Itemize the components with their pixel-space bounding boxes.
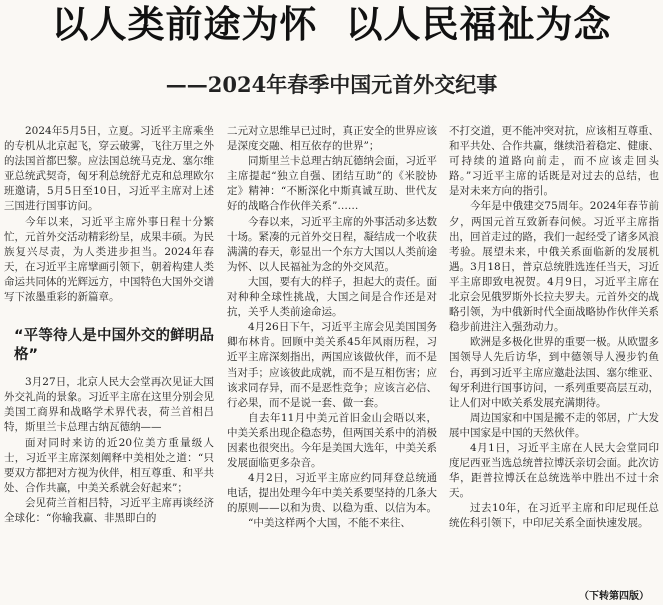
article-column-2 (227, 124, 437, 605)
paragraph: 不打交道，更不能冲突对抗，应该相互尊重、和平共处、合作共赢，继续沿着稳定、健康、可持续的道路向前走，而不应该走回头路。”习近平主席的话既是对过去的总结，也是对未来方向的指引。 (449, 125, 659, 198)
paragraph: 今年以来，习近平主席外事日程十分繁忙，元首外交活动精彩纷呈，成果丰硕。为民族复兴尽责，为人类进步担当。2024年春天，在习近平主席擘画引领下，朝着构建人类命运共同体的光辉远方，中国特色大国外交谱写下浓墨重彩的新篇章。 (4, 215, 214, 304)
headline-part1: 以人类前途为怀 (51, 3, 318, 46)
paragraph: 过去10年，在习近平主席和印尼现任总统佐科引领下，中印尼关系全面快速发展。 (449, 502, 659, 530)
paragraph: 二元对立思维早已过时，真正安全的世界应该是深度交融、相互依存的世界”； (227, 125, 437, 153)
paragraph: 面对同时来访的近20位美方重量级人士，习近平主席深刻阐释中美相处之道：“只要双方都把对方视为伙伴，相互尊重、和平共处、合作共赢，中美关系就会好起来”； (4, 436, 214, 494)
article-column-3 (449, 124, 659, 605)
paragraph: 今春以来，习近平主席的外事活动多达数十场。紧凑的元首外交日程，凝结成一个收获满满的春天，彰显出一个东方大国以人类前途为怀、以人民福祉为念的外交风范。 (227, 215, 437, 273)
paragraph: 会见荷兰首相吕特，习近平主席再谈经济全球化：“你输我赢、非黑即白的 (4, 496, 214, 524)
headline (0, 2, 663, 50)
paragraph: 同斯里兰卡总理古纳瓦德纳会面，习近平主席提起“独立自强、团结互助”的《米胶协定》精神：“不断深化中斯真诚互助、世代友好的战略合作伙伴关系”…… (227, 155, 437, 213)
paragraph: “中美这样两个大国，不能不来往、 (248, 517, 411, 530)
subhead: ——2024年春季中国元首外交纪事 (165, 72, 498, 97)
paragraph: 2024年5月5日，立夏。习近平主席乘坐的专机从北京起飞，穿云破雾，飞往万里之外的法国首都巴黎。应法国总统马克龙、塞尔维亚总统武契奇，匈牙利总统舒尤克和总理欧尔班邀请，5月5日至10日，习近平主席对上述三国进行国事访问。 (4, 125, 214, 213)
paragraph: 周边国家和中国是搬不走的邻居，广大发展中国家是中国的天然伙伴。 (449, 411, 659, 439)
section-title: “平等待人是中国外交的鲜明品格” (14, 328, 214, 364)
paragraph: 3月27日，北京人民大会堂再次见证大国外交礼尚的景象。习近平主席在这里分别会见美国工商界和战略学术界代表，荷兰首相吕特，斯里兰卡总理古纳瓦德纳—— (4, 376, 214, 434)
paragraph: 4月1日，习近平主席在人民大会堂同印度尼西亚当选总统普拉博沃亲切会面。此次访华，距普拉博沃在总统选举中胜出不过十余天。 (449, 441, 659, 500)
paragraph: 大国，要有大的样子，担起大的责任。面对种种全球性挑战，大国之间是合作还是对抗，关乎人类前途命运。 (227, 275, 437, 319)
paragraph: 4月26日下午，习近平主席会见美国国务卿布林肯。回顾中美关系45年风雨历程，习近平主席深刻指出，两国应该做伙伴，而不是当对手；应该彼此成就，而不是互相伤害；应该求同存异，而不是恶性竞争；应该言必信、行必果，而不是说一套、做一套。 (227, 321, 437, 409)
paragraph: 4月2日，习近平主席应约同拜登总统通电话，提出处理今年中美关系要坚持的几条大的原则——以和为贵、以稳为重、以信为本。 (227, 472, 437, 515)
paragraph: 欧洲是多极化世界的重要一极。从欧盟多国领导人先后访华，到中德领导人漫步钓鱼台，再到习近平主席应邀赴法国、塞尔维亚、匈牙利进行国事访问，一系列重要高层互动，让人们对中欧关系发展充满期待。 (449, 336, 659, 409)
article-column-1 (4, 124, 214, 605)
paragraph: 自去年11月中美元首旧金山会晤以来，中美关系出现企稳态势，但两国关系中的消极因素也很突出。今年是美国大选年，中美关系发展面临更多杂音。 (227, 411, 437, 470)
headline-part2: 以人民福祉为念 (345, 3, 612, 46)
paragraph: 今年是中俄建交75周年。2024年春节前夕，两国元首互致新春问候。习近平主席指出，回首走过的路，我们一起经受了诸多风浪考验。展望未来，中俄关系面临新的发展机遇。3月18日，普京总统胜选连任当天，习近平主席即致电祝贺。4月9日，习近平主席在北京会见俄罗斯外长拉夫罗夫。元首外交的战略引领，为中俄新时代全面战略协作伙伴关系稳步前进注入强劲动力。 (449, 200, 659, 334)
continued-note: （下转第四版） (579, 591, 649, 602)
